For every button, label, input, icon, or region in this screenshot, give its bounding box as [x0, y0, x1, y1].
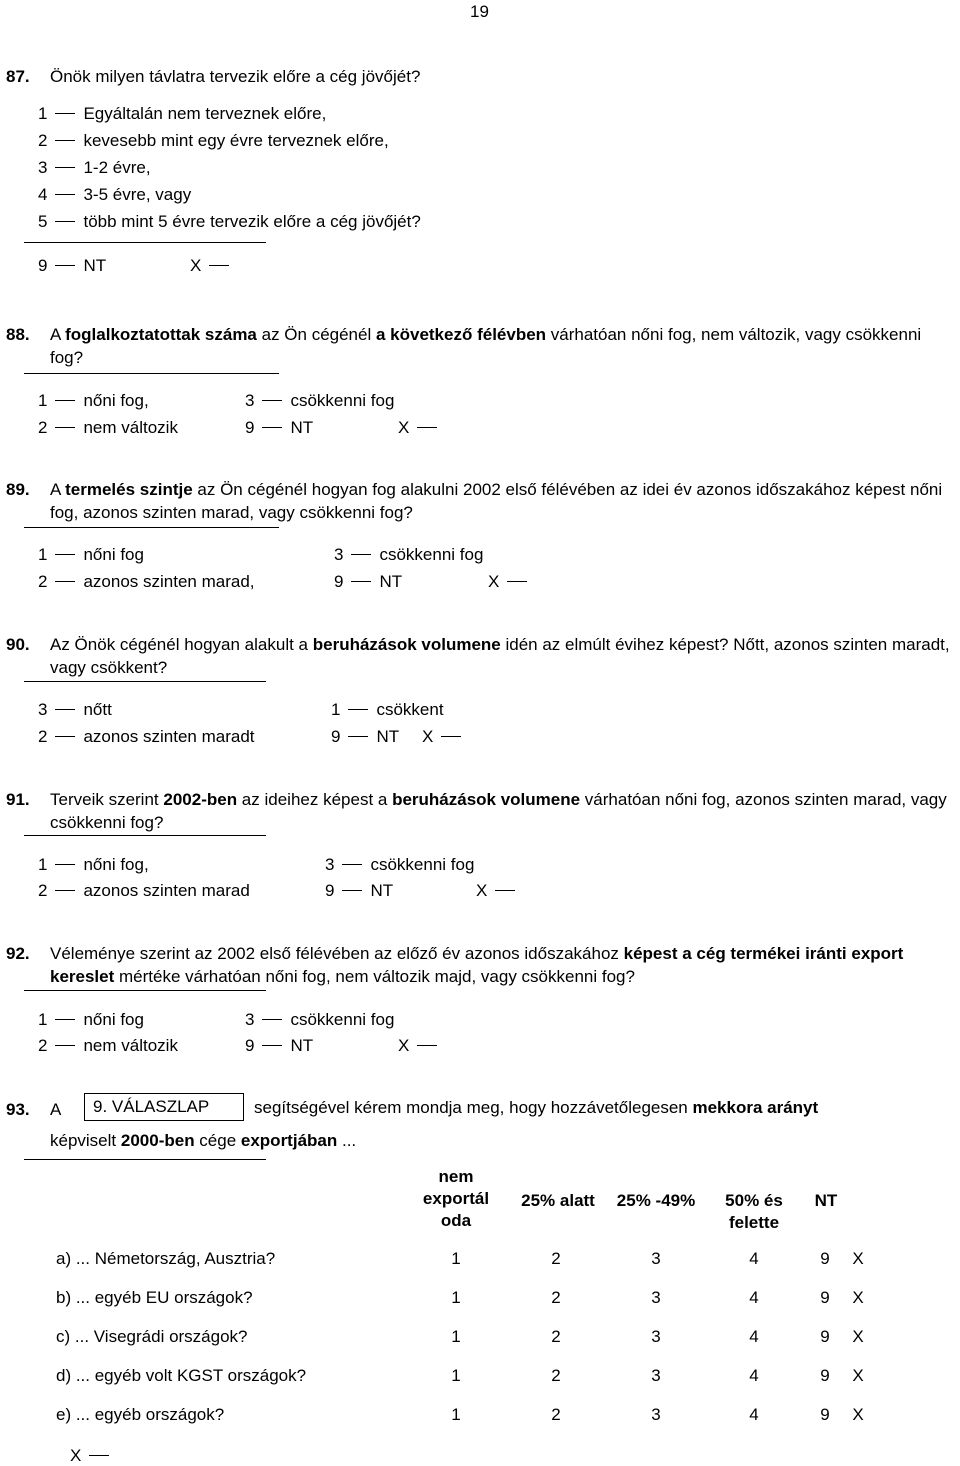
cell: 4 — [749, 1366, 759, 1385]
q90-opt1: 3 nőtt — [38, 700, 112, 719]
q92-number: 92. — [6, 944, 30, 963]
q92-rule — [24, 990, 266, 991]
cell: 1 — [451, 1366, 461, 1385]
header-nt: NT — [814, 1191, 838, 1210]
q91-opt3: 3 csökkenni fog — [325, 855, 475, 874]
q87-option: 4 3-5 évre, vagy — [38, 185, 192, 204]
cell: 1 — [451, 1249, 461, 1268]
q93-rule — [24, 1159, 266, 1160]
q90-text: Az Önök cégénél hogyan alakult a beruházások volumene idén az elmúlt évihez képest? Nőtt, azonos szinten maradt, vagy csökkent? — [50, 635, 950, 677]
q88-rule — [24, 373, 279, 374]
cell: 2 — [551, 1327, 561, 1346]
cell: 9 — [820, 1249, 830, 1268]
q91-number: 91. — [6, 790, 30, 809]
cell: 3 — [651, 1249, 661, 1268]
q88-x: X — [398, 418, 445, 438]
cell: 1 — [451, 1405, 461, 1424]
q91-x: X — [476, 881, 523, 901]
row-label: d) ... egyéb volt KGST országok? — [56, 1366, 307, 1385]
cell: 9 — [820, 1288, 830, 1307]
cell: 2 — [551, 1288, 561, 1307]
header-25-49: 25% -49% — [616, 1191, 696, 1210]
cell: 3 — [651, 1288, 661, 1307]
q88-text: A foglalkoztatottak száma az Ön cégénél a következő félévben várhatóan nőni fog, nem változik, vagy csökkenni fog? — [50, 325, 922, 367]
cell: 9 — [820, 1366, 830, 1385]
cell: 9 — [820, 1327, 830, 1346]
q89-opt2: 2 azonos szinten marad, — [38, 572, 255, 591]
cell: 1 — [451, 1327, 461, 1346]
cell: 2 — [551, 1405, 561, 1424]
q88-nt: 9 NT — [245, 418, 314, 437]
header-no-export: nem exportál oda — [422, 1167, 490, 1230]
q92-opt1: 1 nőni fog — [38, 1010, 144, 1029]
q90-opt3: 1 csökkent — [331, 700, 444, 719]
q87-option: 1 Egyáltalán nem terveznek előre, — [38, 104, 327, 123]
q89-nt: 9 NT — [334, 572, 403, 591]
q92-text: Véleménye szerint az 2002 első félévében az előző év azonos időszakához képest a cég termékei iránti export kereslet mértéke várhatóan nőni fog, nem változik majd, vagy csökkenni fog? — [50, 944, 904, 986]
q89-number: 89. — [6, 480, 30, 499]
q87-nt: 9 NT — [38, 256, 107, 275]
cell: X — [852, 1366, 864, 1385]
header-50-plus: 50% és felette — [725, 1191, 783, 1232]
q90-nt: 9 NT — [331, 727, 400, 746]
row-label: e) ... egyéb országok? — [56, 1405, 225, 1424]
cell: 1 — [451, 1288, 461, 1307]
q93-number: 93. — [6, 1100, 30, 1119]
q90-rule — [24, 681, 266, 682]
q92-opt3: 3 csökkenni fog — [245, 1010, 395, 1029]
cell: 3 — [651, 1405, 661, 1424]
row-label: c) ... Visegrádi országok? — [56, 1327, 248, 1346]
q87-text: Önök milyen távlatra tervezik előre a cég jövőjét? — [50, 67, 421, 86]
q91-nt: 9 NT — [325, 881, 394, 900]
q89-opt1: 1 nőni fog — [38, 545, 144, 564]
q90-x: X — [422, 727, 469, 747]
cell: 2 — [551, 1249, 561, 1268]
q90-number: 90. — [6, 635, 30, 654]
cell: 3 — [651, 1366, 661, 1385]
q89-text: A termelés szintje az Ön cégénél hogyan fog alakulni 2002 első félévében az idei év azonos időszakához képest nőni fog, azonos szinten marad, vagy csökkenni fog? — [50, 480, 943, 522]
q89-x: X — [488, 572, 535, 592]
cell: X — [852, 1327, 864, 1346]
q93-x: X — [70, 1446, 117, 1466]
q87-x: X — [190, 256, 237, 276]
q88-opt2: 2 nem változik — [38, 418, 178, 437]
cell: 9 — [820, 1405, 830, 1424]
cell: 4 — [749, 1288, 759, 1307]
q87-option: 2 kevesebb mint egy évre terveznek előre, — [38, 131, 389, 150]
q93-text2: képviselt 2000-ben cége exportjában ... — [50, 1131, 357, 1150]
q88-number: 88. — [6, 325, 30, 344]
cell: X — [852, 1405, 864, 1424]
q88-opt3: 3 csökkenni fog — [245, 391, 395, 410]
q91-opt1: 1 nőni fog, — [38, 855, 149, 874]
q88-opt1: 1 nőni fog, — [38, 391, 149, 410]
cell: 4 — [749, 1249, 759, 1268]
cell: 2 — [551, 1366, 561, 1385]
q87-option: 5 több mint 5 évre tervezik előre a cég jövőjét? — [38, 212, 421, 231]
valaszlap-box: 9. VÁLASZLAP — [84, 1093, 244, 1121]
q91-rule — [24, 835, 266, 836]
cell: X — [852, 1288, 864, 1307]
q87-option: 3 1-2 évre, — [38, 158, 151, 177]
q90-opt2: 2 azonos szinten maradt — [38, 727, 255, 746]
q87-rule — [24, 242, 266, 243]
q87-number: 87. — [6, 67, 30, 86]
q91-text: Terveik szerint 2002-ben az ideihez képest a beruházások volumene várhatóan nőni fog, azonos szinten marad, vagy csökkenni fog? — [50, 790, 947, 832]
row-label: b) ... egyéb EU országok? — [56, 1288, 253, 1307]
q93-a: A — [50, 1100, 62, 1119]
cell: 4 — [749, 1327, 759, 1346]
header-under-25: 25% alatt — [521, 1191, 595, 1210]
row-label: a) ... Németország, Ausztria? — [56, 1249, 276, 1268]
q89-opt3: 3 csökkenni fog — [334, 545, 484, 564]
q92-opt2: 2 nem változik — [38, 1036, 178, 1055]
q89-rule — [24, 527, 279, 528]
q91-opt2: 2 azonos szinten marad — [38, 881, 250, 900]
q92-nt: 9 NT — [245, 1036, 314, 1055]
cell: X — [852, 1249, 864, 1268]
q93-text1: segítségével kérem mondja meg, hogy hozzávetőlegesen mekkora arányt — [254, 1098, 819, 1117]
page-number: 19 — [470, 2, 489, 21]
cell: 3 — [651, 1327, 661, 1346]
q92-x: X — [398, 1036, 445, 1056]
cell: 4 — [749, 1405, 759, 1424]
